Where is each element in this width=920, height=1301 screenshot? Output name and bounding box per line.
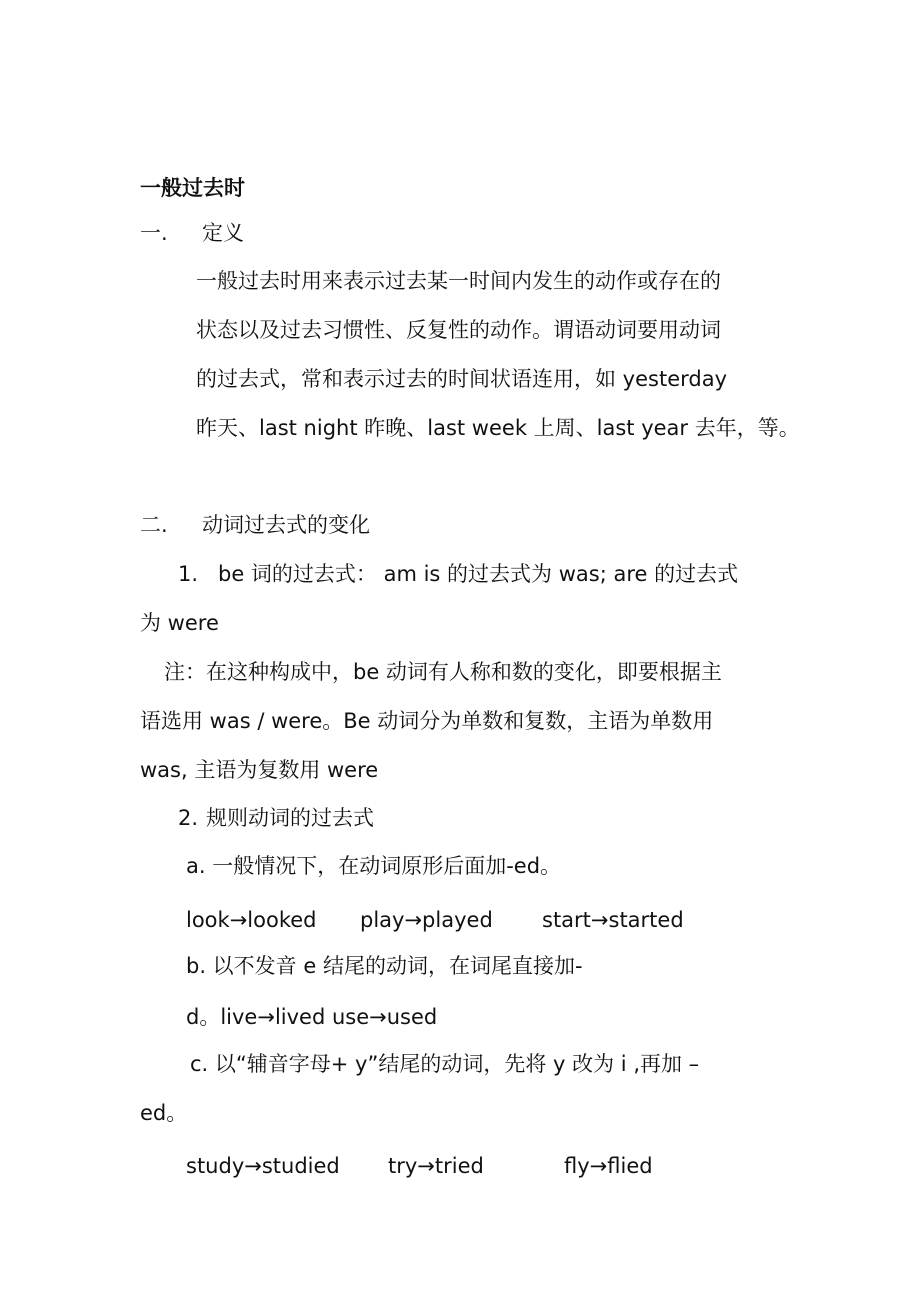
section-2-heading: 动词过去式的变化 [202, 513, 370, 537]
item-2-number: 2. [178, 806, 199, 830]
rule-c-line-1: c. 以“辅音字母+ y”结尾的动词，先将 y 改为 i ,再加 – [190, 1052, 700, 1076]
definition-line-4: 昨天、last night 昨晚、last week 上周、last year 去年，等。 [196, 416, 800, 440]
rule-b-line-1: b. 以不发音 e 结尾的动词，在词尾直接加- [186, 954, 583, 978]
rule-a: a. 一般情况下，在动词原形后面加-ed。 [186, 854, 562, 878]
note-line-3: was, 主语为复数用 were [140, 758, 379, 782]
definition-line-2: 状态以及过去习惯性、反复性的动作。谓语动词要用动词 [196, 318, 721, 342]
item-1-number: 1. [178, 562, 199, 586]
document-title: 一般过去时 [140, 176, 245, 200]
example-a-3: start→started [542, 908, 684, 932]
definition-line-1: 一般过去时用来表示过去某一时间内发生的动作或存在的 [196, 269, 721, 293]
example-c-3: fly→flied [564, 1154, 653, 1178]
note-line-2: 语选用 was / were。Be 动词分为单数和复数，主语为单数用 [140, 709, 714, 733]
note-line-1: 注：在这种构成中，be 动词有人称和数的变化，即要根据主 [164, 660, 722, 684]
rule-b-line-2: d。live→lived use→used [186, 1005, 438, 1029]
example-a-1: look→looked [186, 908, 317, 932]
section-1-heading: 定义 [202, 221, 244, 245]
item-2-heading: 规则动词的过去式 [206, 806, 374, 830]
section-1-number: 一. [140, 221, 168, 245]
example-a-2: play→played [360, 908, 493, 932]
example-c-2: try→tried [388, 1154, 484, 1178]
rule-c-line-2: ed。 [140, 1101, 188, 1125]
example-c-1: study→studied [186, 1154, 340, 1178]
section-2-number: 二. [140, 513, 168, 537]
definition-line-3: 的过去式，常和表示过去的时间状语连用，如 yesterday [196, 367, 728, 391]
item-1-line-2: 为 were [140, 611, 219, 635]
item-1-line-1: be 词的过去式： am is 的过去式为 was; are 的过去式 [218, 562, 739, 586]
